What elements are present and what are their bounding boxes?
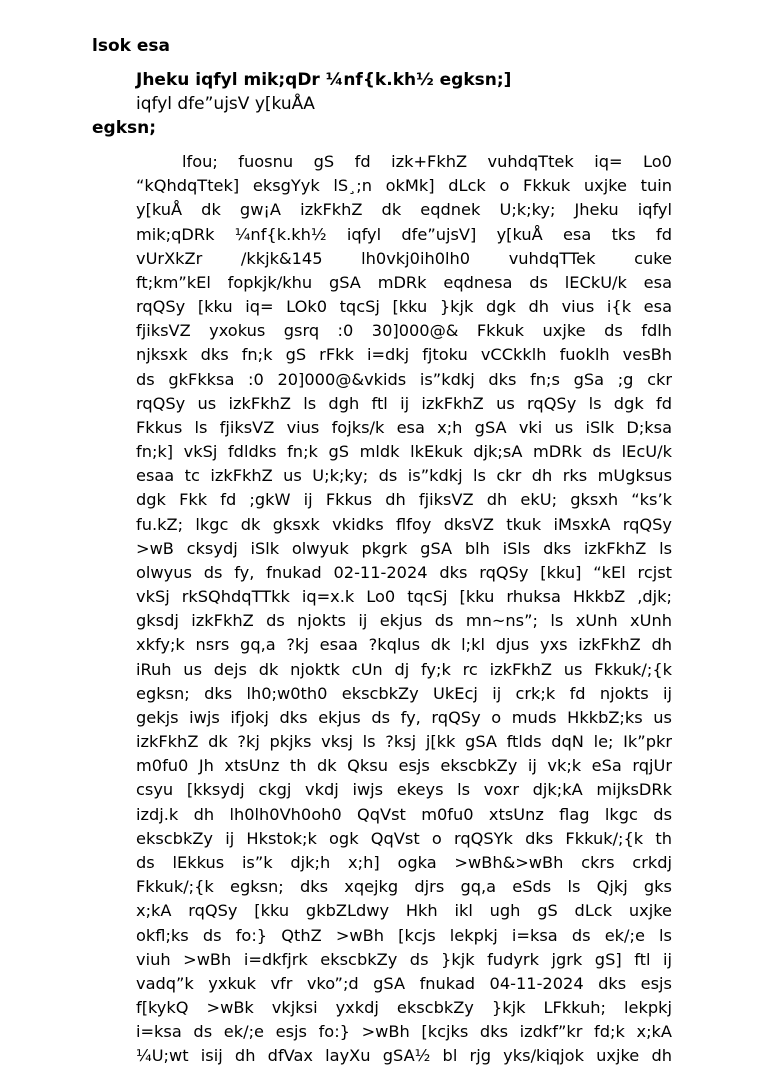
body-line: gekjs iwjs ifjokj dks ekjus ds fy, rqQSy o muds HkkbZ;ks us <box>136 707 672 727</box>
body-line: >wB cksydj iSlk olwyuk pkgrk gSA blh iSls dks izkFkhZ ls <box>136 538 672 558</box>
body-line: ds gkFkksa :0 20]000@&vkids is”kdkj dks fn;s gSa ;g ckr <box>136 369 672 389</box>
body-line: y[kuÅ dk gw¡A izkFkhZ dk eqdnek U;k;ky; Jheku iqfyl <box>136 200 672 220</box>
body-line: dgk Fkk fd ;gkW ij Fkkus dh fjiksVZ dh ekU; gksxh “ks’k <box>136 490 672 510</box>
body-line: iRuh us dejs dk njoktk cUn dj fy;k rc izkFkhZ us Fkkuk/;{k <box>136 659 672 679</box>
body-line: “kQhdqTtek] eksgYyk lS¸;n okMk] dLck o Fkkuk uxjke tuin <box>136 176 672 196</box>
body-line: mik;qDRk ¼nf{k.kh½ iqfyl dfe”ujsV] y[kuÅ esa tks fd <box>136 224 672 244</box>
subject-line: Jheku iqfyl mik;qDr ¼nf{k.kh½ egksn;] <box>136 70 512 90</box>
body-line: ft;km”kEl fopkjk/khu gSA mDRk eqdnesa ds lECkU/k esa <box>136 272 672 292</box>
body-line: rqQSy us izkFkhZ ls dgh ftl ij izkFkhZ us rqQSy ls dgk fd <box>136 393 672 413</box>
body-line: vUrXkZr /kkjk&145 lh0vkj0ih0lh0 vuhdqTTek cuke <box>136 248 672 268</box>
body-line: x;kA rqQSy [kku gkbZLdwy Hkh ikl ugh gS dLck uxjke <box>136 901 672 921</box>
body-line: ds lEkkus is”k djk;h x;h] ogka >wBh&>wBh ckrs crkdj <box>136 852 672 872</box>
body-line: rqQSy [kku iq= LOk0 tqcSj [kku }kjk dgk dh vius i{k esa <box>136 297 672 317</box>
body-line: fn;k] vkSj fdldks fn;k gS mldk lkEkuk djk;sA mDRk ds lEcU/k <box>136 442 672 462</box>
body-line: njksxk dks fn;k gS rFkk i=dkj fjtoku vCCkklh fuoklh vesBh <box>136 345 672 365</box>
body-line: olwyus ds fy, fnukad 02-11-2024 dks rqQSy [kku] “kEl rcjst <box>136 562 672 582</box>
addressee-line: lsok esa <box>92 36 170 56</box>
subject-subline: iqfyl dfe”ujsV y[kuÅA <box>136 94 315 114</box>
body-line: vkSj rkSQhdqTTkk iq=x.k Lo0 tqcSj [kku rhuksa HkkbZ ,djk; <box>136 587 672 607</box>
body-line: f[kykQ >wBk vkjksi yxkdj ekscbkZy }kjk LFkkuh; lekpkj <box>136 998 672 1018</box>
body-line: Fkkus ls fjiksVZ vius fojks/k esa x;h gSA vki us iSlk D;ksa <box>136 417 672 437</box>
body-line: m0fu0 Jh xtsUnz th dk Qksu esjs ekscbkZy ij vk;k eSa rqjUr <box>136 756 672 776</box>
body-line: okfl;ks ds fo:} QthZ >wBh [kcjs lekpkj i=ksa ds ek/;e ls <box>136 925 672 945</box>
body-line: Fkkuk/;{k egksn; dks xqejkg djrs gq,a eSds ls Qjkj gks <box>136 877 672 897</box>
body-line: ekscbkZy ij Hkstok;k ogk QqVst o rqQSYk dks Fkkuk/;{k th <box>136 828 672 848</box>
body-line: vadq”k yxkuk vfr vko”;d gSA fnukad 04-11-2024 dks esjs <box>136 973 672 993</box>
letter-body <box>136 150 672 1069</box>
body-line: xkfy;k nsrs gq,a ?kj esaa ?kqlus dk l;kl djus yxs izkFkhZ dh <box>136 635 672 655</box>
body-line: gksdj izkFkhZ ds njokts ij ekjus ds mn~ns”; ls xUnh xUnh <box>136 611 672 631</box>
salutation: egksn; <box>92 118 157 138</box>
body-line: egksn; dks lh0;w0th0 ekscbkZy UkEcj ij crk;k fd njokts ij <box>136 683 672 703</box>
body-line: lfou; fuosnu gS fd izk+FkhZ vuhdqTtek iq= Lo0 <box>182 152 672 171</box>
body-line: fjiksVZ yxokus gsrq :0 30]000@& Fkkuk uxjke ds fdlh <box>136 321 672 341</box>
body-line: izkFkhZ dk ?kj pkjks vksj ls ?ksj j[kk gSA ftlds dqN le; Ik”pkr <box>136 732 672 752</box>
body-line: viuh >wBh i=dkfjrk ekscbkZy ds }kjk fudyrk jgrk gS] ftl ij <box>136 949 672 969</box>
body-line: esaa tc izkFkhZ us U;k;ky; ds is”kdkj ls ckr dh rks mUgksus <box>136 466 672 486</box>
body-line: fu.kZ; lkgc dk gksxk vkidks flfoy dksVZ tkuk iMsxkA rqQSy <box>136 514 672 534</box>
body-line: i=ksa ds ek/;e esjs fo:} >wBh [kcjks dks izdkf”kr fd;k x;kA <box>136 1022 672 1042</box>
body-line: ¼U;wt isij dh dfVax layXu gSA½ bl rjg yks/kiqjok uxjke dh <box>136 1046 672 1066</box>
body-line: izdj.k dh lh0lh0Vh0oh0 QqVst m0fu0 xtsUnz flag lkgc ds <box>136 804 672 824</box>
body-line: csyu [kksydj ckgj vkdj iwjs ekeys ls voxr djk;kA mijksDRk <box>136 780 672 800</box>
